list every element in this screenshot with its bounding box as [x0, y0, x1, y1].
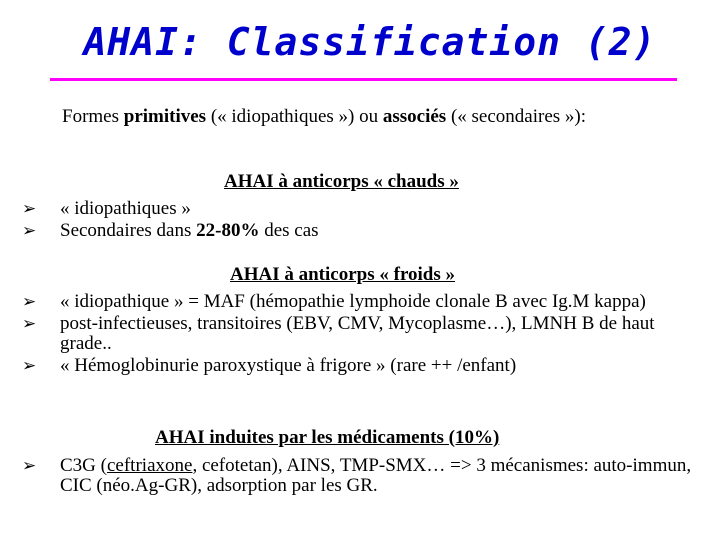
item-text: des cas	[259, 220, 319, 241]
list-item	[22, 199, 707, 219]
item-text: C3G (	[60, 455, 107, 476]
arrow-bullet-icon: ➢	[22, 199, 37, 219]
item-text: Secondaires dans	[60, 220, 197, 241]
list-item	[22, 356, 707, 376]
list-item	[22, 456, 707, 496]
item-text: « idiopathique » = MAF (hémopathie lymphoide clonale B avec Ig.M kappa)	[60, 291, 646, 312]
item-text: « Hémoglobinurie paroxystique à frigore » (rare ++ /enfant)	[60, 355, 517, 376]
list-item	[22, 314, 707, 354]
arrow-bullet-icon: ➢	[22, 314, 37, 334]
item-text: , cefotetan), AINS, TMP-SMX… => 3 mécanismes: auto-immun, CIC (néo.Ag-GR), adsorption par les GR.	[60, 455, 692, 496]
intro-text-2: (« idiopathiques ») ou	[206, 106, 383, 127]
list-induites-medicaments	[22, 456, 707, 498]
slide-title: AHAI: Classification (2)	[83, 20, 657, 64]
arrow-bullet-icon: ➢	[22, 356, 37, 376]
arrow-bullet-icon: ➢	[22, 292, 37, 312]
intro-bold-associes: associés	[382, 106, 447, 127]
intro-text-1: Formes	[62, 106, 124, 127]
intro-paragraph	[62, 106, 682, 128]
list-item	[22, 292, 707, 312]
item-text: « idiopathiques »	[60, 198, 191, 219]
item-text: post-infectieuses, transitoires (EBV, CMV, Mycoplasme…), LMNH B de haut grade..	[60, 313, 655, 354]
list-anticorps-chauds	[22, 199, 707, 243]
intro-bold-primitives: primitives	[123, 106, 207, 127]
arrow-bullet-icon: ➢	[22, 456, 37, 476]
arrow-bullet-icon: ➢	[22, 221, 37, 241]
item-underlined-drug: ceftriaxone	[106, 455, 193, 476]
intro-text-3: (« secondaires »):	[446, 106, 586, 127]
heading-anticorps-chauds: AHAI à anticorps « chauds »	[224, 171, 459, 192]
title-divider	[50, 78, 677, 81]
heading-induites-medicaments: AHAI induites par les médicaments (10%)	[155, 427, 500, 448]
list-item	[22, 221, 707, 241]
heading-anticorps-froids: AHAI à anticorps « froids »	[230, 264, 456, 285]
list-anticorps-froids	[22, 292, 707, 378]
item-bold-percent: 22-80%	[196, 220, 260, 241]
